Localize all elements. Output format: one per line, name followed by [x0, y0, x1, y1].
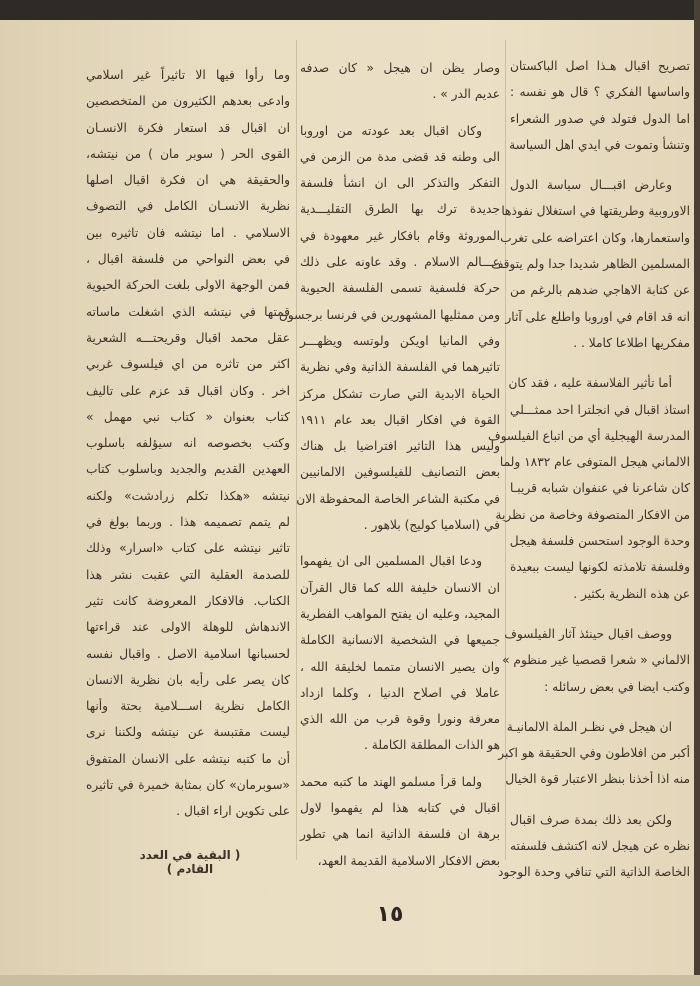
text-line: المسلمين الظاهر شديدا جدا ولم يتوقف: [490, 257, 690, 272]
page-number: ١٥: [376, 902, 404, 927]
text-line: نظرية الانسـان الكامل في التصوف: [86, 199, 290, 214]
text-line: أكبر من افلاطون وفي الحقيقة هو اكبر: [498, 746, 690, 761]
text-line: تاثير نيتشه على كتاب «اسرار» وذلك: [86, 541, 290, 556]
column-divider: [296, 40, 297, 860]
text-line: واساسها الفكري ؟ قال هو نفسه :: [510, 85, 690, 100]
text-line: اخر . وكان اقبال قد عزم على تاليف: [86, 383, 290, 398]
text-line: اكثر من تاثره من اي فيلسوف غربي: [86, 357, 290, 372]
text-line: ان اقبال قد استعار فكرة الانسـان: [86, 120, 290, 135]
text-line: استاذ اقبال في انجلترا احد ممثـــلي: [510, 402, 690, 417]
text-line: وتنشأ وتموت في ايدي اهل السياسة: [509, 137, 690, 152]
text-line: وحدة الوجود استحسن فلسفة هيجل: [509, 534, 690, 549]
text-line: الخاصة الذاتية التي تنافي وحدة الوجود: [498, 865, 690, 880]
text-line: لم يتمم تصميمه هذا . وربما بولغ في: [86, 515, 290, 530]
paragraph: [510, 53, 690, 158]
text-line: ووصف اقبال حينئذ آثار الفيلسوف: [504, 626, 672, 641]
text-line: منه اذا أخذنا بنظر الاعتبار قوة الخيال: [505, 772, 690, 787]
text-line: بعض الافكار الاسلامية القديمة العهد،: [317, 853, 500, 868]
column-right: [487, 53, 690, 900]
text-line: تصريح اقبال هـذا اصل الباكستان: [510, 59, 690, 73]
scan-right-edge: [694, 0, 700, 986]
text-line: من الافكار المتصوفة وخاصة من نظرية: [495, 507, 690, 522]
text-line: ودعا اقبال المسلمين الى ان يفهموا: [300, 554, 482, 569]
text-line: في بعض النواحي من فلسفة اقبال ،: [86, 252, 290, 267]
text-line: الالماني هيجل المتوفى عام ١٨٣٢ ولما: [499, 455, 690, 470]
continued-note: ( البقية في العدد القادم ): [139, 848, 241, 876]
paragraph: [300, 55, 500, 108]
text-line: وليس هذا التاثير افتراضيا بل هناك: [300, 439, 500, 454]
text-line: على تكوين اراء اقبال .: [176, 804, 290, 819]
text-line: «سوبرمان» كان بمثابة خميرة في تاثيره: [86, 778, 290, 793]
text-line: العهدين القديم والجديد وباسلوب كتاب: [86, 462, 290, 477]
text-line: الحياة الابدية التي صارت تشكل مركز: [300, 386, 500, 401]
text-line: التفكر والتذكر الى ان انشأ فلسفة: [300, 176, 500, 191]
paragraph: [490, 172, 690, 356]
text-line: الى وطنه قد قضى مدة من الزمن في: [300, 149, 500, 164]
text-line: وكتب ايضا في بعض رسائله :: [544, 679, 690, 694]
text-line: لحسبانها اسلامية الاصل . واقبال نفسه: [86, 646, 290, 661]
paragraph: [487, 370, 690, 607]
text-line: قمتها في نيتشه الذي اشغلت ماساته: [86, 304, 290, 319]
text-line: وصار يظن ان هيجل « كان صدفه: [300, 61, 500, 75]
text-line: الموروثة وقام بافكار غير معهودة في: [300, 228, 500, 243]
text-line: والحقيقة هي ان فكرة اقبال اصلها: [86, 173, 290, 188]
text-line: ان هيجل في نظـر الملة الالمانيـة: [506, 719, 672, 734]
text-line: الالماني « شعرا قصصيا غير منظوم »: [502, 653, 690, 668]
paragraph: [86, 62, 290, 825]
text-line: معرفة ونورا وقوة قرب من الله الذي: [300, 712, 500, 727]
text-line: وادعى بعدهم الكثيرون من المتخصصين: [86, 94, 290, 109]
text-line: القوة في افكار اقبال بعد عام ١٩١١: [300, 412, 500, 427]
text-line: كان يصر على رأيه بان نظرية الانسان: [86, 672, 290, 687]
paragraph: [300, 548, 500, 758]
text-line: المجيد، وعليه ان يفتح المواهب الفطرية: [300, 606, 500, 621]
text-line: الاسلامي . اما نيتشه فان تاثيره بين: [86, 225, 290, 240]
text-line: القوى الحر ( سوبر مان ) من نيتشه،: [86, 146, 290, 161]
text-line: أما تأثير الفلاسفة عليه ، فقد كان: [508, 376, 672, 391]
text-line: وان يصير الانسان متمما لخليقة الله ،: [300, 659, 500, 674]
text-line: وفلسفة تلامذته لكونها ليست ببعيدة: [510, 560, 690, 575]
text-line: وفي المانيا اويكن ولوتسه ويظهـــر: [300, 333, 500, 348]
column-left: [86, 62, 290, 839]
text-line: حركة فلسفية تسمى الفلسفة الحيوية: [300, 281, 500, 296]
text-line: عديم الدر » .: [432, 87, 500, 102]
text-line: بعض التصانيف للفيلسوفين الالمانيين: [300, 465, 500, 480]
text-line: الاوروبية وطريقتها في استغلال نفوذها: [501, 204, 690, 219]
text-line: برهة ان فلسفة الذاتية انما هي تطور: [300, 827, 500, 842]
text-line: ولكن بعد ذلك بمدة صرف اقبال: [510, 812, 672, 827]
text-line: كتاب بعنوان « كتاب نبي مهمل »: [86, 409, 290, 424]
text-line: نيتشه «هكذا تكلم زرادشت» ولكنه: [86, 488, 290, 503]
paragraph: [278, 118, 500, 539]
text-line: نظره عن هيجل لانه اكتشف فلسفته: [510, 839, 690, 854]
text-line: فمن الوجهة الاولى بلغت الحركة الحيوية: [86, 278, 290, 293]
column-middle: [278, 55, 500, 884]
paragraph: [502, 621, 690, 700]
text-line: اقبال في كتابه هذا لم يفهموا لاول: [300, 801, 500, 816]
text-line: اما الدول فتولد في صدور الشعراء: [510, 111, 690, 126]
paragraph: [300, 769, 500, 874]
text-line: المدرسة الهيجلية أي من اتباع الفيلسوف: [487, 428, 690, 443]
text-line: جميعها في الشخصية الانسانية الكاملة: [300, 633, 500, 648]
text-line: عن هذه النظرية بكثير .: [573, 586, 690, 601]
scan-bottom-edge: [0, 975, 700, 986]
text-line: للصدمة العقلية التي عقبت نشر هذا: [86, 567, 290, 582]
scan-top-edge: [0, 0, 700, 20]
text-line: في مكتبة الشاعر الخاصة المحفوظة الان: [296, 491, 500, 506]
text-line: عن كتابة الاهاجي ضدهم بالرغم من: [510, 283, 690, 298]
text-line: ولما قرأ مسلمو الهند ما كتبه محمد: [300, 774, 482, 789]
text-line: في (اسلاميا كوليج) بلاهور .: [363, 518, 500, 533]
text-line: كان شاعرنا في عنفوان شبابه قريبـا: [510, 481, 690, 496]
text-line: وعارض اقبـــال سياسة الدول: [510, 178, 672, 193]
text-line: عقل محمد اقبال وقريحتـــه الشعرية: [86, 330, 290, 345]
text-line: جديدة ترك بها الطرق التقليـــدية: [300, 202, 500, 217]
text-line: انه قد اقام في اوروبا واطلع على آثار: [505, 309, 690, 324]
text-line: ان الانسان خليفة الله كما قال القرآن: [300, 580, 500, 595]
text-line: الاندهاش للوهلة الاولى عند قراءتها: [86, 620, 290, 635]
paragraph: [498, 807, 690, 886]
text-line: الكتاب. فالافكار المعروضة كانت تثير: [86, 593, 290, 608]
text-line: وكتب بخصوصه انه سيؤلفه باسلوب: [86, 436, 290, 451]
text-line: وما رأوا فيها الا تاثيراً غير اسلامي: [86, 68, 290, 82]
text-line: الكامل نظرية اســـلامية بحتة وأنها: [86, 699, 290, 714]
text-line: هو الذات المطلقة الكاملة .: [364, 738, 500, 753]
text-line: تاثيرهما في الفلسفة الذاتية وفي نظرية: [300, 360, 500, 375]
text-line: ومن ممثليها المشهورين في فرنسا برجسون: [278, 307, 500, 322]
text-line: عاملا في اصلاح الدنيا ، وكلما ازداد: [300, 685, 500, 700]
text-line: أن ما كتبه نيتشه على الانسان المتفوق: [86, 751, 290, 766]
text-line: واستعمارها، وكان اعتراضه على تغرب: [500, 230, 690, 245]
text-line: مفكريها اطلاعا كاملا . .: [573, 335, 690, 350]
text-line: ليست مقتبسة عن نيتشه ولكننا نرى: [86, 725, 290, 740]
paragraph: [498, 714, 690, 793]
text-line: وكان اقبال بعد عودته من اوروبا: [300, 123, 482, 138]
text-line: عـــالم الاسلام . وقد عاونه على ذلك: [300, 255, 500, 270]
